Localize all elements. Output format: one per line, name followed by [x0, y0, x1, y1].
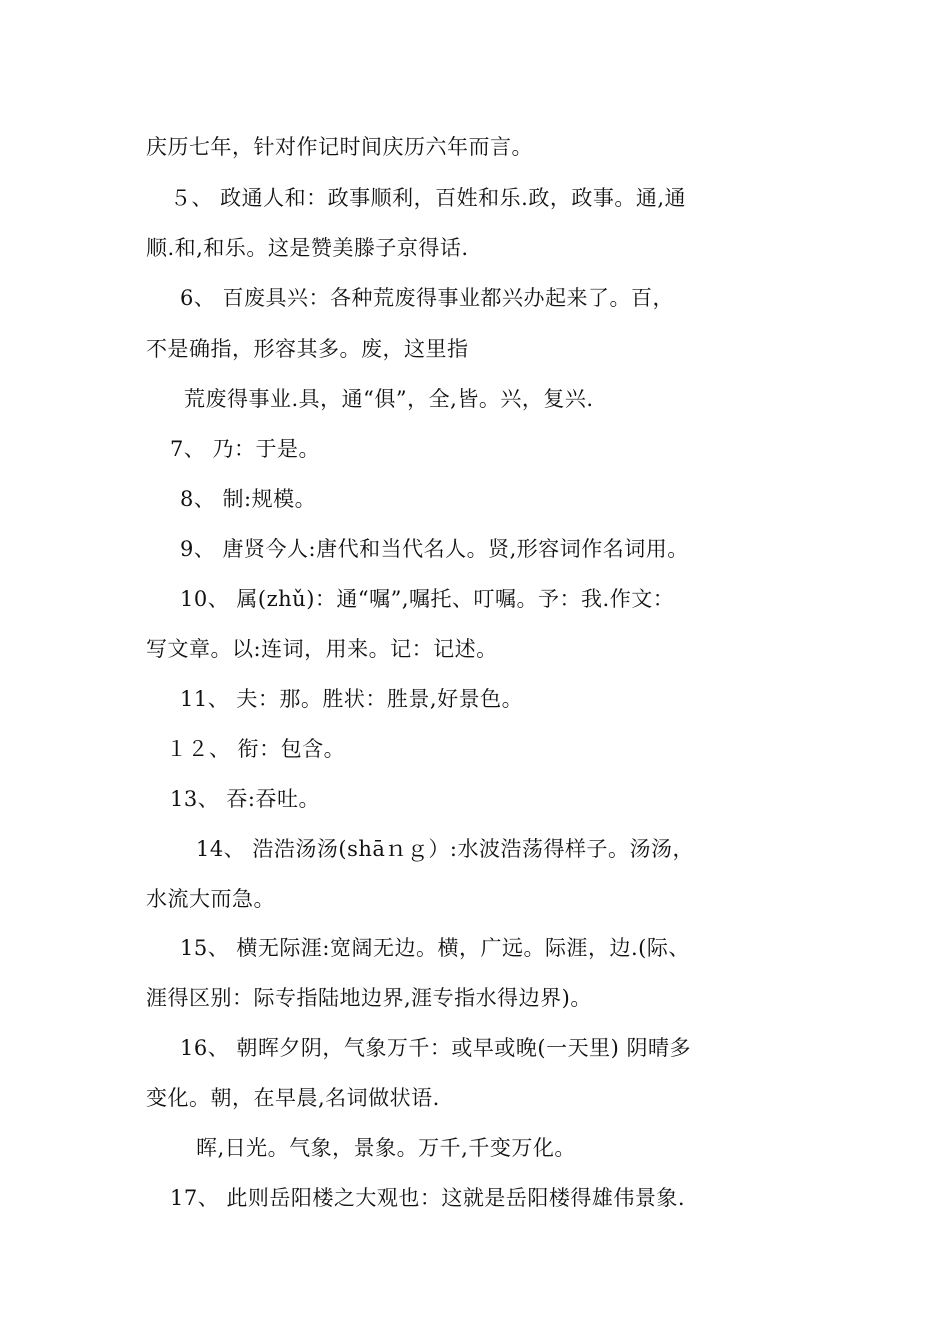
- text-line: 13、 吞:吞吐。: [170, 787, 320, 811]
- text-line: 17、 此则岳阳楼之大观也：这就是岳阳楼得雄伟景象.: [170, 1186, 686, 1210]
- text-line: 7、 乃：于是。: [170, 437, 321, 461]
- text-line: ５、 政通人和：政事顺利，百姓和乐.政，政事。通,通: [170, 186, 687, 210]
- text-line: 顺.和,和乐。这是赞美滕子京得话.: [146, 236, 469, 260]
- text-line: 荒废得事业.具，通“俱”，全,皆。兴，复兴.: [184, 387, 594, 411]
- text-line: 庆历七年，针对作记时间庆历六年而言。: [146, 135, 533, 159]
- text-line: 9、 唐贤今人:唐代和当代名人。贤,形容词作名词用。: [180, 537, 689, 561]
- text-line: 水流大而急。: [146, 887, 275, 911]
- text-line: 涯得区别：际专指陆地边界,涯专指水得边界)。: [146, 986, 592, 1010]
- text-line: 变化。朝，在早晨,名词做状语.: [146, 1086, 440, 1110]
- text-line: 15、 横无际涯:宽阔无边。横，广远。际涯，边.(际、: [180, 936, 690, 960]
- text-line: 8、 制:规模。: [180, 487, 317, 511]
- text-line: 11、 夫：那。胜状：胜景,好景色。: [180, 687, 524, 711]
- text-line: 晖,日光。气象，景象。万千,千变万化。: [196, 1136, 576, 1160]
- text-line: 14、 浩浩汤汤(shāｎｇ）:水波浩荡得样子。汤汤，: [196, 837, 694, 861]
- text-line: 6、 百废具兴：各种荒废得事业都兴办起来了。百，: [180, 286, 675, 310]
- text-line: 16、 朝晖夕阴，气象万千：或早或晚(一天里) 阴晴多: [180, 1036, 691, 1060]
- text-line: 不是确指，形容其多。废，这里指: [146, 337, 469, 361]
- text-line: 写文章。以:连词，用来。记：记述。: [146, 637, 498, 661]
- text-line: １２、 衔：包含。: [166, 737, 346, 761]
- text-line: 10、 属(zhǔ)：通“嘱”,嘱托、叮嘱。予：我.作文：: [180, 587, 675, 611]
